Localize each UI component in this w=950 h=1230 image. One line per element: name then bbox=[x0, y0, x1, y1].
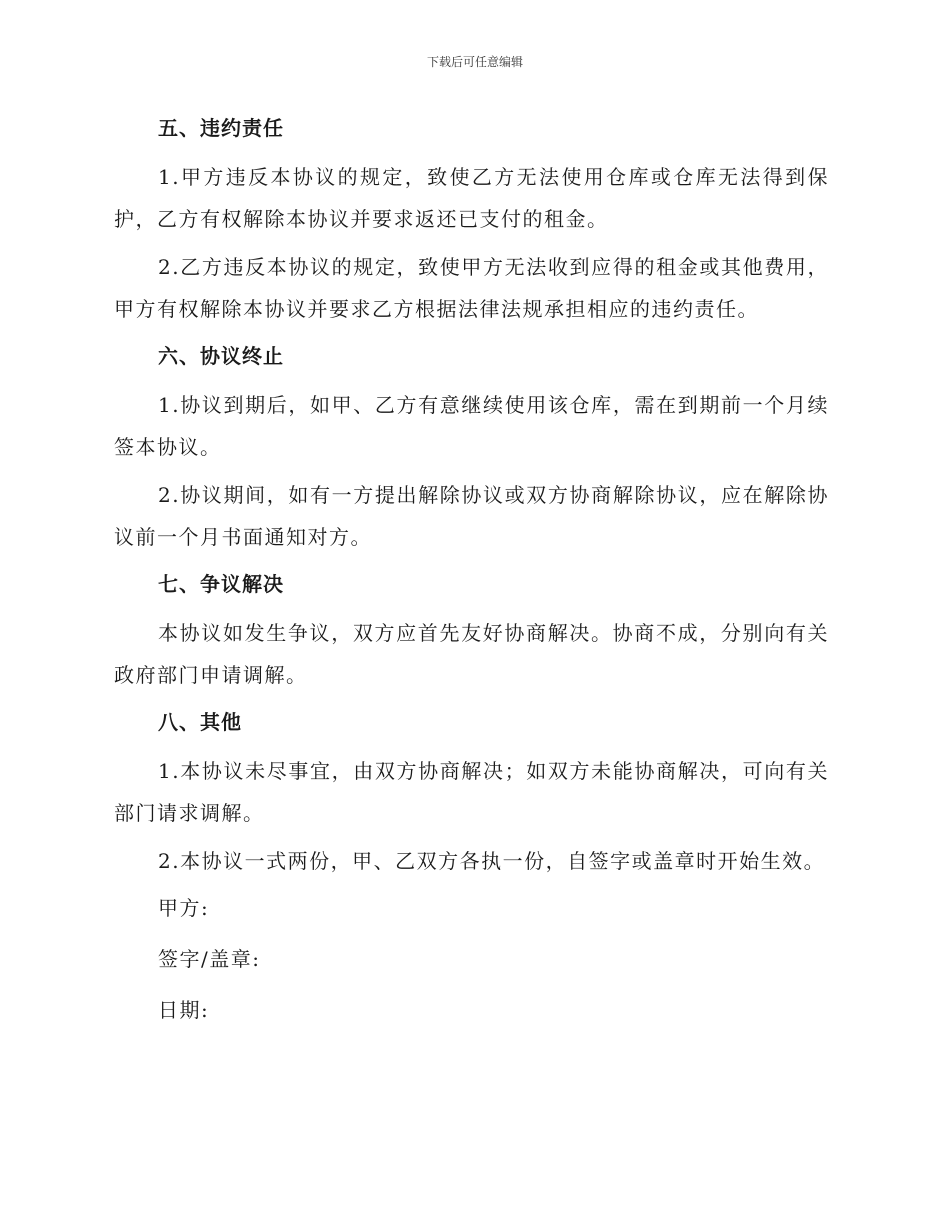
document-body bbox=[114, 108, 829, 1041]
section-termination bbox=[114, 336, 829, 558]
clause-paragraph: 2.协议期间，如有一方提出解除协议或双方协商解除协议，应在解除协议前一个月书面通知对方。 bbox=[114, 483, 829, 549]
section-breach-liability bbox=[114, 108, 829, 330]
clause-paragraph: 1.甲方违反本协议的规定，致使乙方无法使用仓库或仓库无法得到保护，乙方有权解除本协议并要求返还已支付的租金。 bbox=[114, 165, 829, 231]
clause-paragraph: 2.本协议一式两份，甲、乙双方各执一份，自签字或盖章时开始生效。 bbox=[158, 849, 826, 873]
clause-paragraph: 1.协议到期后，如甲、乙方有意继续使用该仓库，需在到期前一个月续签本协议。 bbox=[114, 393, 829, 459]
section-heading: 六、协议终止 bbox=[158, 344, 284, 368]
section-other bbox=[114, 702, 829, 882]
section-heading: 七、争议解决 bbox=[158, 572, 284, 596]
clause-paragraph: 2.乙方违反本协议的规定，致使甲方无法收到应得的租金或其他费用，甲方有权解除本协议并要求乙方根据法律法规承担相应的违约责任。 bbox=[114, 255, 829, 321]
clause-paragraph: 本协议如发生争议，双方应首先友好协商解决。协商不成，分别向有关政府部门申请调解。 bbox=[114, 621, 829, 687]
sign-stamp-label: 签字/盖章: bbox=[158, 947, 261, 971]
section-heading: 五、违约责任 bbox=[158, 116, 284, 140]
party-a-label: 甲方: bbox=[158, 896, 210, 920]
date-label: 日期: bbox=[158, 998, 210, 1022]
page-header: 下载后可任意编辑 bbox=[426, 55, 523, 69]
section-dispute-resolution bbox=[114, 564, 829, 696]
signature-block bbox=[114, 888, 829, 1030]
clause-paragraph: 1.本协议未尽事宜，由双方协商解决；如双方未能协商解决，可向有关部门请求调解。 bbox=[114, 759, 829, 825]
section-heading: 八、其他 bbox=[158, 710, 242, 734]
